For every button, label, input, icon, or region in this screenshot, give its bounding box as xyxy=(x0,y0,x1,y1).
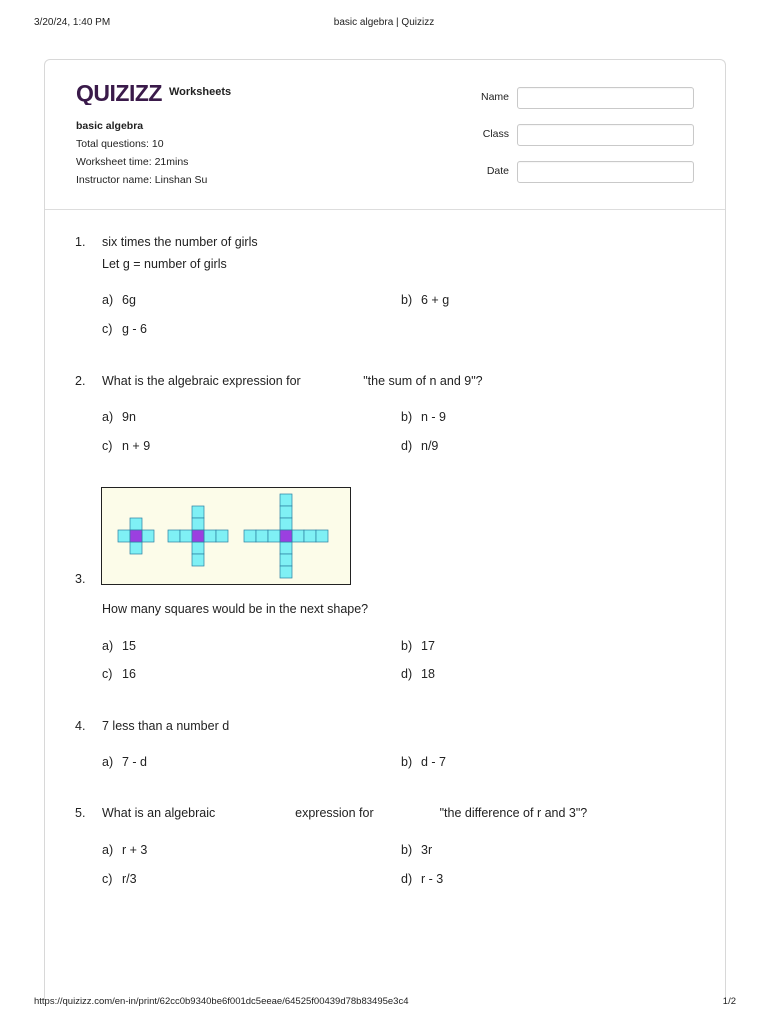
option-text: 9n xyxy=(122,410,136,424)
option-text: r + 3 xyxy=(122,843,148,857)
option-text: 7 - d xyxy=(122,755,148,769)
answer-option[interactable] xyxy=(401,755,446,769)
class-field[interactable] xyxy=(517,124,694,146)
question-number: 1. xyxy=(75,235,86,249)
pattern-square xyxy=(168,530,180,542)
option-letter: c) xyxy=(102,439,113,453)
worksheet-time: Worksheet time: 21mins xyxy=(76,156,189,168)
worksheet-title: basic algebra xyxy=(76,120,144,132)
answer-option[interactable] xyxy=(401,843,432,857)
answer-option[interactable] xyxy=(401,639,435,653)
option-text: 17 xyxy=(421,639,435,653)
answer-option[interactable] xyxy=(401,439,438,453)
pattern-square xyxy=(142,530,154,542)
option-letter: b) xyxy=(401,843,413,857)
answer-option[interactable] xyxy=(102,439,150,453)
option-text: n/9 xyxy=(421,439,439,453)
name-field[interactable] xyxy=(517,87,694,109)
pattern-center-square xyxy=(280,530,292,542)
option-text: 16 xyxy=(122,667,136,681)
pattern-square xyxy=(130,542,142,554)
pattern-square xyxy=(244,530,256,542)
option-letter: c) xyxy=(102,667,113,681)
option-letter: b) xyxy=(401,410,413,424)
option-letter: d) xyxy=(401,439,413,453)
question-number: 5. xyxy=(75,806,86,820)
pattern-square xyxy=(192,506,204,518)
total-questions: Total questions: 10 xyxy=(76,138,164,150)
pattern-square xyxy=(216,530,228,542)
pattern-square xyxy=(280,554,292,566)
pattern-square xyxy=(268,530,280,542)
answer-option[interactable] xyxy=(102,293,136,307)
quizizz-logo-mark xyxy=(76,81,164,105)
pattern-center-square xyxy=(192,530,204,542)
question-text: 7 less than a number d xyxy=(102,719,230,733)
question-text: six times the number of girls xyxy=(102,235,258,249)
pattern-square xyxy=(192,518,204,530)
answer-option[interactable] xyxy=(102,755,147,769)
answer-option[interactable] xyxy=(102,639,136,653)
pattern-center-square xyxy=(130,530,142,542)
option-letter: b) xyxy=(401,639,413,653)
answer-option[interactable] xyxy=(401,667,435,681)
pattern-square xyxy=(280,566,292,578)
pattern-square xyxy=(204,530,216,542)
option-letter: a) xyxy=(102,843,114,857)
quizizz-logo xyxy=(76,79,164,105)
pattern-square xyxy=(292,530,304,542)
answer-option[interactable] xyxy=(102,667,136,681)
pattern-square xyxy=(304,530,316,542)
option-text: 18 xyxy=(421,667,435,681)
square-pattern-figure xyxy=(102,488,350,584)
pattern-square xyxy=(280,506,292,518)
worksheet-card xyxy=(44,59,726,1000)
pattern-square xyxy=(192,542,204,554)
question-text: What is the algebraic expression for "the sum of n and 9"? xyxy=(102,374,483,388)
pattern-square xyxy=(180,530,192,542)
answer-option[interactable] xyxy=(102,410,136,424)
worksheet-header xyxy=(45,60,725,210)
option-letter: b) xyxy=(401,293,413,307)
option-text: 6 + g xyxy=(421,293,450,307)
date-field[interactable] xyxy=(517,161,694,183)
instructor-name: Instructor name: Linshan Su xyxy=(76,174,208,186)
print-date: 3/20/24, 1:40 PM xyxy=(34,17,111,28)
question-text: What is an algebraic expression for "the difference of r and 3"? xyxy=(102,806,588,820)
option-letter: a) xyxy=(102,755,114,769)
question-text: Let g = number of girls xyxy=(102,257,227,271)
pattern-square xyxy=(130,518,142,530)
name-label: Name xyxy=(480,91,509,103)
option-text: g - 6 xyxy=(122,322,148,336)
option-text: r - 3 xyxy=(421,872,444,886)
option-text: 15 xyxy=(122,639,136,653)
option-letter: d) xyxy=(401,872,413,886)
option-text: 6g xyxy=(122,293,136,307)
option-text: n - 9 xyxy=(421,410,447,424)
option-letter: c) xyxy=(102,322,113,336)
pattern-square xyxy=(316,530,328,542)
question-number: 2. xyxy=(75,374,86,388)
option-text: d - 7 xyxy=(421,755,447,769)
answer-option[interactable] xyxy=(102,322,147,336)
print-title: basic algebra | Quizizz xyxy=(333,17,435,28)
pattern-square xyxy=(280,494,292,506)
worksheets-label: Worksheets xyxy=(169,86,232,98)
pattern-square xyxy=(280,542,292,554)
logo-text: QUIZIZZ xyxy=(76,81,162,105)
pattern-square xyxy=(280,518,292,530)
option-letter: c) xyxy=(102,872,113,886)
question-number: 3. xyxy=(75,572,86,586)
option-letter: b) xyxy=(401,755,413,769)
option-letter: a) xyxy=(102,410,114,424)
answer-option[interactable] xyxy=(401,872,443,886)
square-pattern-image xyxy=(101,487,351,585)
answer-option[interactable] xyxy=(401,293,449,307)
answer-option[interactable] xyxy=(102,843,147,857)
date-label: Date xyxy=(486,165,509,177)
option-letter: d) xyxy=(401,667,413,681)
option-text: r/3 xyxy=(122,872,137,886)
option-letter: a) xyxy=(102,639,114,653)
class-label: Class xyxy=(482,128,509,140)
answer-option[interactable] xyxy=(102,872,137,886)
option-letter: a) xyxy=(102,293,114,307)
option-text: n + 9 xyxy=(122,439,151,453)
option-text: 3r xyxy=(421,843,433,857)
pattern-square xyxy=(256,530,268,542)
question-text: How many squares would be in the next shape? xyxy=(102,602,369,616)
print-url: https://quizizz.com/en-in/print/62cc0b9340be6f001dc5eeae/64525f00439d78b83495e3c4 xyxy=(34,996,409,1007)
answer-option[interactable] xyxy=(401,410,446,424)
question-number: 4. xyxy=(75,719,86,733)
pattern-square xyxy=(118,530,130,542)
pattern-square xyxy=(192,554,204,566)
page-number: 1/2 xyxy=(722,996,736,1007)
